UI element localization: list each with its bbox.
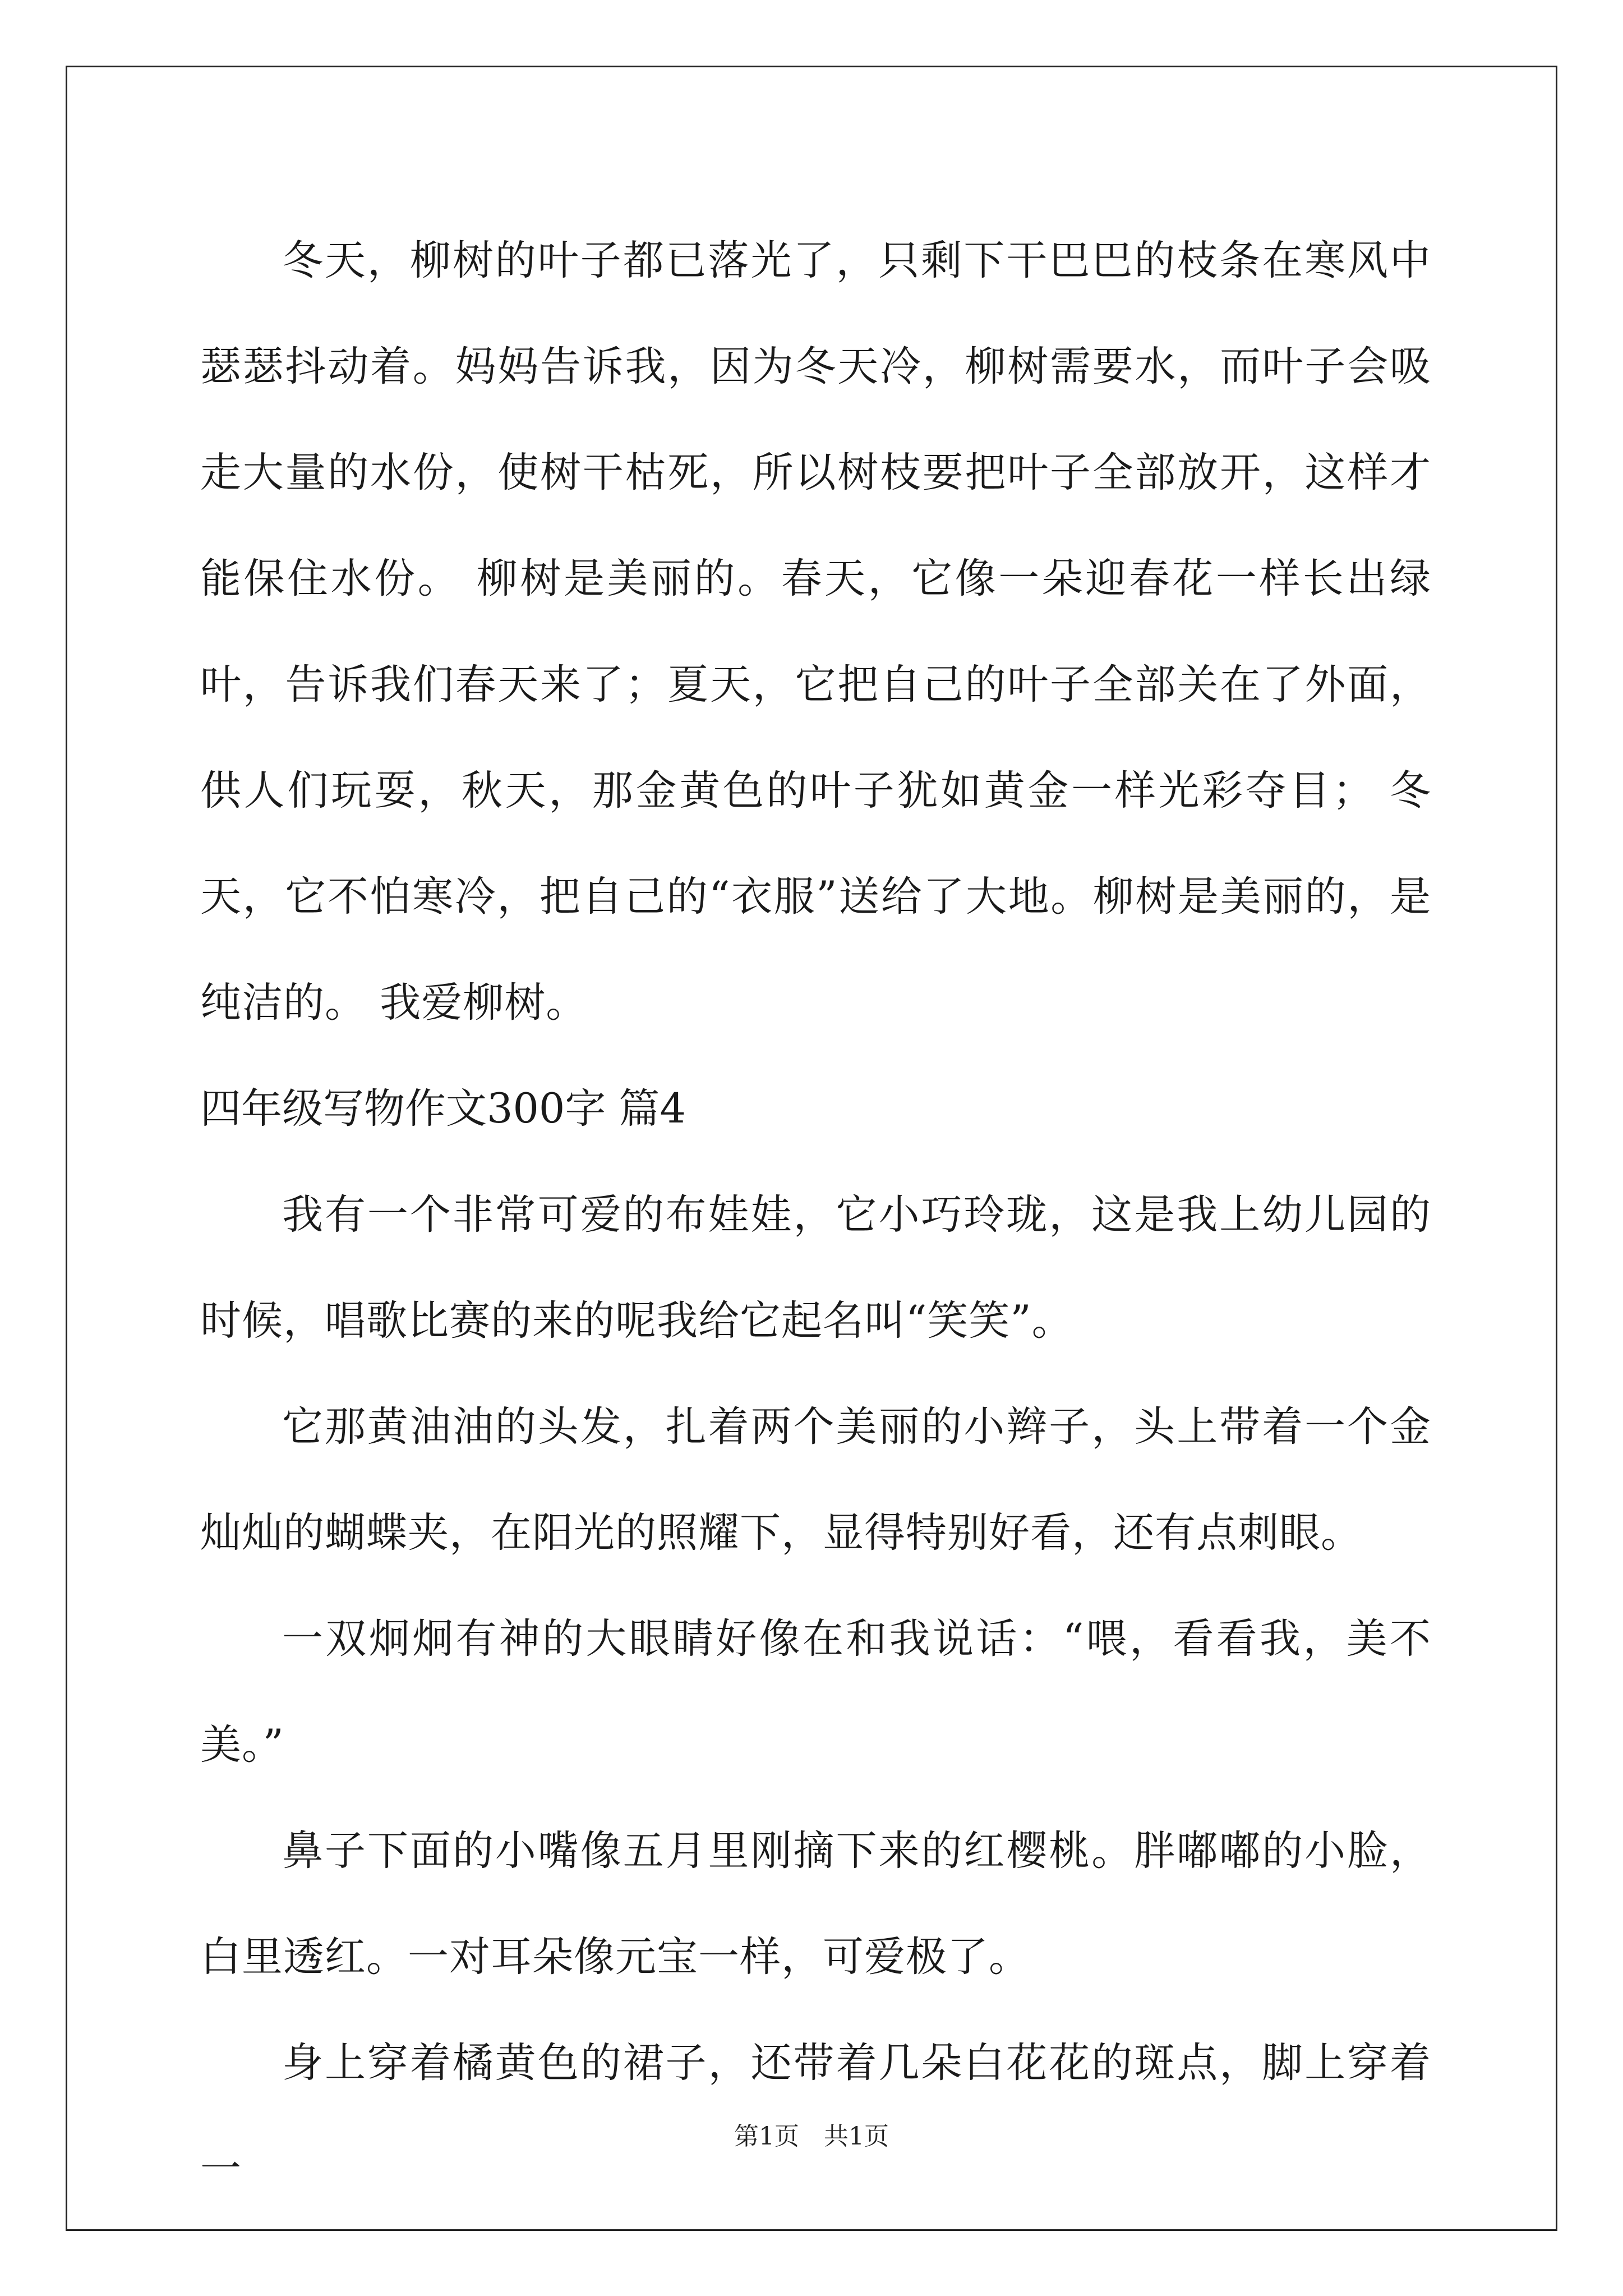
- paragraph-doll-intro: 我有一个非常可爱的布娃娃，它小巧玲珑，这是我上幼儿园的时候，唱歌比赛的来的呢我给它起名叫“笑笑”。: [200, 1191, 1431, 1345]
- paragraph-doll-dress: 身上穿着橘黄色的裙子，还带着几朵白花花的斑点，脚上穿着一: [200, 2039, 1431, 2193]
- section-heading: 四年级写物作文300字 篇4: [200, 1085, 686, 1133]
- paragraph-doll-face: 鼻子下面的小嘴像五月里刚摘下来的红樱桃。胖嘟嘟的小脸，白里透红。一对耳朵像元宝一样，可爱极了。: [200, 1827, 1431, 1981]
- paragraph-willow: 冬天，柳树的叶子都已落光了，只剩下干巴巴的枝条在寒风中瑟瑟抖动着。妈妈告诉我，因为冬天冷，柳树需要水，而叶子会吸走大量的水份，使树干枯死，所以树枝要把叶子全部放开，这样才能保住水份。 柳树是美丽的。春天，它像一朵迎春花一样长出绿叶，告诉我们春天来了；夏天，它把自己的叶子全部关在了外面，供人们玩耍，秋天，那金黄色的叶子犹如黄金一样光彩夺目； 冬天，它不怕寒冷，把自己的“衣服”送给了大地。柳树是美丽的，是纯洁的。 我爱柳树。: [200, 237, 1431, 1027]
- paragraph-doll-eyes: 一双炯炯有神的大眼睛好像在和我说话：“喂，看看我，美不美。”: [200, 1615, 1431, 1769]
- document-body: [200, 208, 1431, 2222]
- paragraph-doll-hair: 它那黄油油的头发，扎着两个美丽的小辫子，头上带着一个金灿灿的蝴蝶夹，在阳光的照耀下，显得特别好看，还有点刺眼。: [200, 1403, 1431, 1557]
- page-footer: 第1页 共1页: [734, 2122, 889, 2151]
